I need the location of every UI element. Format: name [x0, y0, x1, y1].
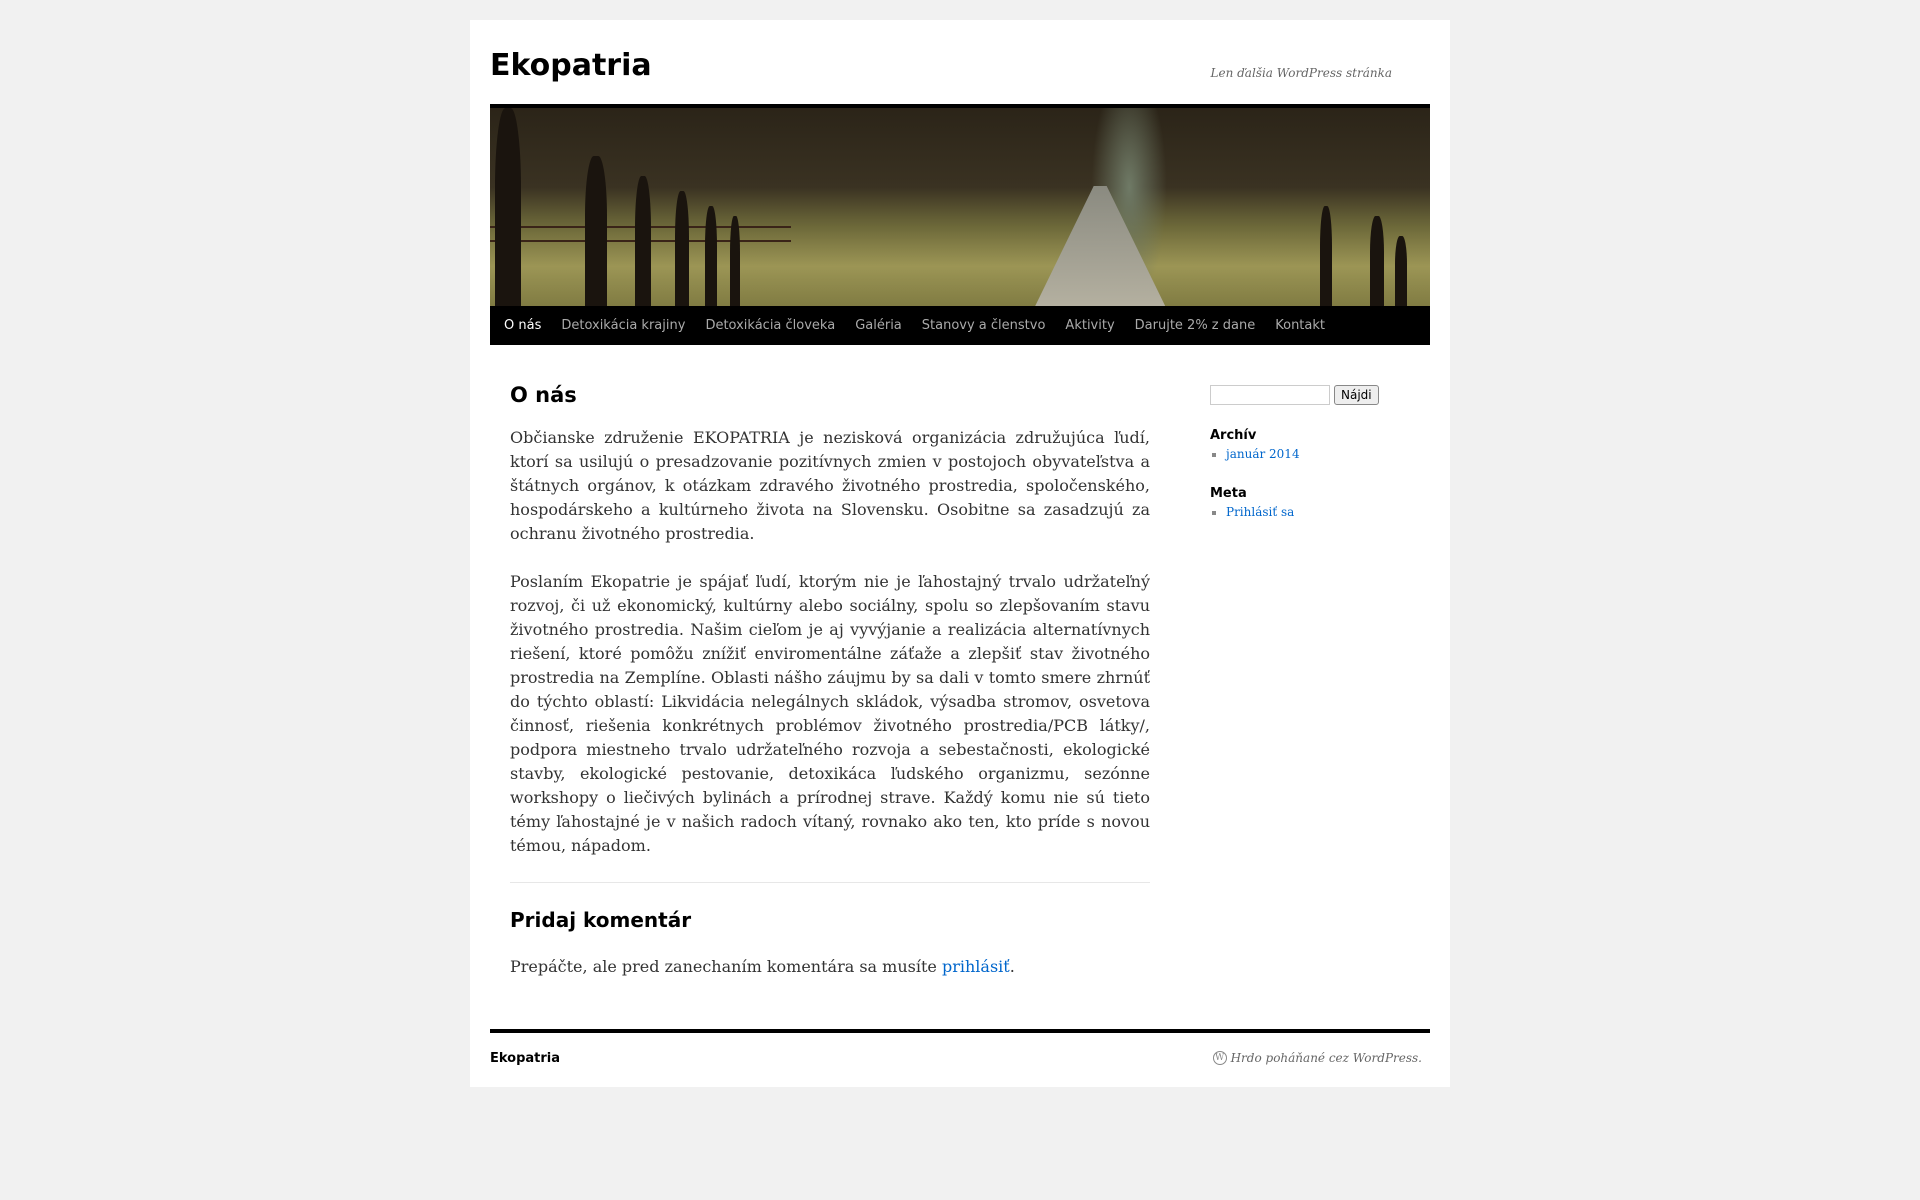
nav-item-detoxikacia-cloveka[interactable]: Detoxikácia človeka	[705, 318, 836, 333]
tree-trunk	[675, 191, 689, 306]
tree-trunk	[1370, 216, 1384, 306]
wordpress-credit-link[interactable]: Hrdo poháňané cez WordPress.	[1230, 1051, 1422, 1065]
nav-item-detoxikacia-krajiny[interactable]: Detoxikácia krajiny	[561, 318, 686, 333]
tree-trunk	[730, 216, 740, 306]
tree-trunk	[635, 176, 651, 306]
meta-list	[1210, 503, 1410, 521]
login-link[interactable]: prihlásiť	[941, 957, 1010, 976]
tree-trunk	[1320, 206, 1332, 306]
main-content	[510, 380, 1150, 979]
entry-content	[510, 426, 1150, 858]
archive-widget	[1210, 427, 1410, 463]
nav-item-galeria[interactable]: Galéria	[855, 318, 902, 333]
list-item	[1226, 503, 1410, 521]
meta-title: Meta	[1210, 486, 1247, 501]
wordpress-icon: W	[1213, 1051, 1227, 1065]
site-title-link[interactable]: Ekopatria	[490, 48, 652, 83]
nav-item-o-nas[interactable]: O nás	[504, 318, 542, 333]
footer-credit	[1213, 1051, 1422, 1065]
sidebar	[1210, 385, 1410, 521]
nav-item-kontakt[interactable]: Kontakt	[1275, 318, 1325, 333]
search-button[interactable]: Nájdi	[1334, 385, 1379, 405]
site-description: Len ďalšia WordPress stránka	[1210, 66, 1392, 80]
main-navigation	[490, 306, 1430, 345]
road	[1035, 186, 1165, 306]
meta-widget	[1210, 485, 1410, 521]
tree-trunk	[705, 206, 717, 306]
notice-suffix: .	[1009, 957, 1015, 976]
header-image	[490, 104, 1430, 306]
search-form	[1210, 385, 1410, 405]
paragraph: Občianske združenie EKOPATRIA je nezisková organizácia združujúca ľudí, ktorí sa usilujú o presadzovanie pozitívnych zmien v postojoch obyvateľstva a štátnych orgánov, k otázkam zdravého životného prostredia, spoločenského, hospodárskeho a kultúrneho života na Slovensku. Osobitne sa zasadzujú za ochranu životného prostredia.	[510, 428, 1150, 543]
page-title: O nás	[510, 383, 577, 407]
paragraph: Poslaním Ekopatrie je spájať ľudí, ktorým nie je ľahostajný trvalo udržateľný rozvoj, či už ekonomický, kultúrny alebo sociálny, spolu so zlepšovaním stavu životného prostredia. Našim cieľom je aj vyvýjanie a realizácia alternatívnych riešení, ktoré pomôžu znížiť enviromentálne záťaže a zlepšiť stav životného prostredia na Zemplíne. Oblasti nášho záujmu by sa dali v tomto smere zhrnúť do týchto oblastí: Likvidácia nelegálnych skládok, výsadba stromov, osvetova činnosť, riešenia konkrétnych problémov životného prostredia/PCB látky/, podpora miestneho trvalo udržateľného rozvoja a sebestačnosti, ekologické stavby, ekologické pestovanie, detoxikáca ľudského organizmu, sezónne workshopy o liečivých bylinách a prírodnej strave. Každý komu nie sú tieto témy ľahostajné je v našich radoch vítaný, rovnako ako ten, kto príde s novou témou, nápadom.	[510, 572, 1150, 855]
footer-border	[490, 1029, 1430, 1033]
list-item	[1226, 445, 1410, 463]
nav-item-darujte[interactable]: Darujte 2% z dane	[1134, 318, 1256, 333]
archive-list	[1210, 445, 1410, 463]
search-input[interactable]	[1210, 385, 1330, 405]
nav-item-stanovy[interactable]: Stanovy a členstvo	[921, 318, 1046, 333]
meta-login-link[interactable]: Prihlásiť sa	[1226, 505, 1295, 519]
divider	[510, 882, 1150, 883]
archive-title: Archív	[1210, 428, 1257, 443]
archive-link-january-2014[interactable]: január 2014	[1226, 447, 1300, 461]
page-wrapper	[470, 20, 1450, 1087]
tree-trunk	[585, 156, 607, 306]
reply-title: Pridaj komentár	[510, 908, 692, 932]
tree-trunk	[495, 108, 521, 306]
tree-trunk	[1395, 236, 1407, 306]
must-log-in-notice	[510, 955, 1150, 979]
footer-site-title-link[interactable]: Ekopatria	[490, 1051, 561, 1066]
notice-text: Prepáčte, ale pred zanechaním komentára sa musíte	[510, 957, 942, 976]
nav-item-aktivity[interactable]: Aktivity	[1065, 318, 1115, 333]
